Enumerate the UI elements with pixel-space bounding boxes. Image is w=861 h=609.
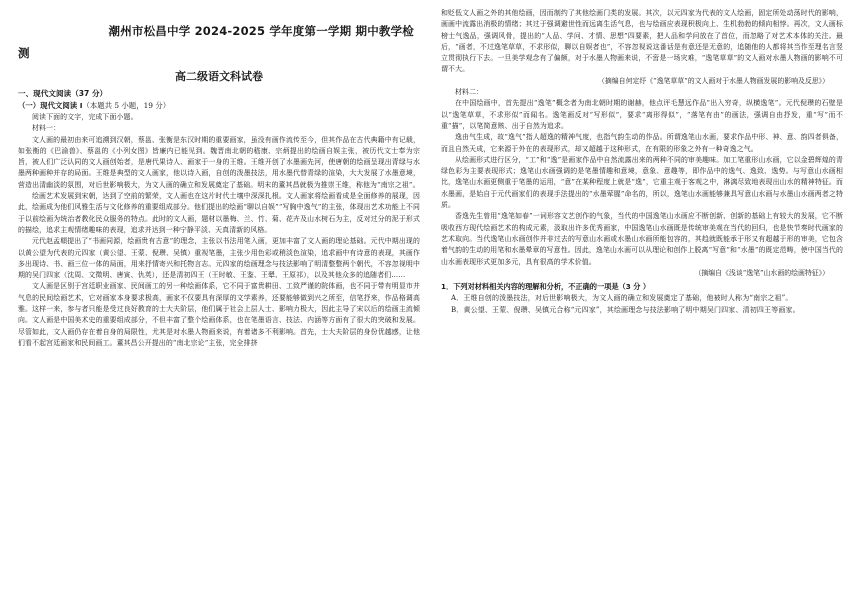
question-1-option-b: B．黄公望、王蒙、倪瓒、吴镇元合称“元四家”，其绘画理念与技法影响了明中期吴门四家、清初四王等画家。 <box>451 305 800 314</box>
paragraph: 文人画是区别于宫廷职业画家、民间画工的另一种绘画体系，它不同于富贵耕田、工致严谨的院体画，也不同于带有明显市井气息的民间绘画艺术，它对画家本身要求极高，画家不仅要具有深厚的文学素养，还要能够做到兴之所至，信笔抒来，作品格调高雅。这样一来，参与者只能是受过良好教育的士大夫阶层，他们属于社会上层人士、影响力极大，因此主导了宋以后的绘画主流倾向。文人画是中国美术史的重要组成部分，不但丰富了整个绘画体系，也在笔墨语言、技法、内涵等方面有了很大的突破和发展。尽管如此，文人画仍存在着自身的局限性，尤其是对水墨人物画来说，有着诸多不利影响。首先，士大夫阶层的身份优越感，让他们看不起宫廷画家和民间画工。董其昌公开提出的“南北宗论”主张，完全排挤 <box>18 282 420 347</box>
material2-label: 材料二： <box>455 88 484 97</box>
subsection-heading <box>18 100 420 112</box>
source-citation-2: （摘编自《浅谈“逸笔”山水画的绘画特征》） <box>694 268 829 277</box>
paragraph: 文人画的最初由来可追溯到汉朝，蔡邕、张衡是东汉时期的重要画家，虽没有画作流传至今，但其作品在古代典籍中有记载，如张衡的《巴渝兽》、蔡邕的《小列女图》皆廉内已能见到。魏晋南北朝的嵇康、宗炳提出的绘画自娱主张，被历代文士奉为宗旨，被人们广泛认同的文人画创始者，是唐代果诗人、画家于一身的王维。王维开创了水墨画先河，使唐朝的绘画呈现出青绿与水墨两种画种并存的局面。王维是典型的文人画家，他以诗入画，自创的泼墨技法，用水墨代替青绿的渲染，大大发展了水墨意境，营造出清幽淡的氛围，对后世影响极大，为文人画的确立和发展奠定了基础。明末的董其昌就极为推崇王维，称他为“南宗之祖”。 <box>18 135 420 189</box>
right-column <box>441 8 843 316</box>
paragraph: 元代赵孟頫提出了“书画同源，绘画贵有古意”的理念，主张以书法用笔入画，更加丰富了文人画的理论基础。元代中期出现的以黄公望为代表的元四家（黄公望、王蒙、倪瓒、吴镇）重视笔墨，主张少用色彩或稍淡色渲染，追求画中有诗意的表现，其画作多出现诗、书、画三位一体的局面，用来抒情寄兴和托物言志。元四家的绘画理念与技法影响了明清整整两个朝代，不容忽视明中期的吴门四家（沈周、文徵明、唐寅、仇英），还是清初四王（王时敏、王鉴、王翚、王原祁），以及其他众多的追随者们…… <box>18 237 420 280</box>
paragraph: 逸由气生成，故“逸气”指人超逸的精神气度，也指气韵生动的作品。所谓逸笔山水画，要求作品中形、神、意、韵四者俱备，而且自然天成，它来源于外在的表现形式，却又超越于这种形式，在有限的形象之外有一种奇逸之气。 <box>441 133 843 153</box>
instruction-text: 阅读下面的文字，完成下面小题。 <box>32 113 138 121</box>
exam-title-line2: 测 <box>18 46 30 60</box>
paragraph: 香逸先生曾用“逸笔如春”一词形容文艺创作的气象，当代的中国逸笔山水画应不断创新、创新的基础上有较大的发展，它不断吸收西方现代绘画艺术的构成元素，汲取出许多优秀画家，中国逸笔山水画既是传统审美观在当代的回归，也是快节奏时代画家的艺术取向。当代逸笔山水画创作并非过去的写意山水画或水墨山水画所能包容的，其趋就既能承于形又有超越于形的审美，它包含着气韵的生动的用笔和水墨晕章的写意性。因此，逸笔山水画可以从理论和创作上脱离“写意”和“水墨”的既定范畴，使中国当代的山水画表现形式更加多元，具有很高的学术价值。 <box>441 212 843 266</box>
exam-title-line1: 潮州市松昌中学 2024-2025 学年度第一学期 期中教学检 <box>108 24 414 38</box>
subsection-note: （本题共 5 小题，19 分） <box>82 101 171 110</box>
subsection-title: （一）现代文阅读 I <box>18 101 83 110</box>
paragraph: 在中国绘画中，首先提出“逸笔”概念者为南北朝时期的谢赫，他点评毛慧远作品“出入穷奇，纵横逸笔”。元代倪瓒的石壁是以“逸笔草草，不求形似”而闻名。逸笔画反对“写形似”，要求“离形得似”，“落笔有由”的画法，强调自由抒发，重“写”而不重“描”，以笔简意赅、出于自然为追求。 <box>441 99 843 130</box>
paragraph: 绘画艺术发展到宋朝，达到了空前的繁荣，文人画也在这片时代土壤中深深扎根。文人画家将绘画看成是全面修养的展现，因此，绘画成为他们风雅生活与文化修养的重要组成部分。他们提出的绘画“聊以自娱”“写胸中逸气”的主张，体现出艺术功能上不同于以前绘画为统治者教化民众服务的特点。此时的文人画，题材以墨梅、兰、竹、菊、花卉及山水树石为主，反对过分的泥于形式的描绘，追求主观情绪趣味的表现，追求并达到一种宁静平淡、天真清新的风格。 <box>18 192 420 234</box>
paragraph: 从绘画形式进行区分，“工”和“逸”是画家作品中自然流露出来的两种不同的审美趣味。加工笔重形山水画，它以金碧辉煌的青绿色彩为主要表现形式；逸笔山水画强调的是笔墨情趣和意境，意象、意趣等，即作品中的逸气、逸致、逸势。与写意山水画相比，逸笔山水画更侧重于笔墨的运用，“意”在某种程度上就是“逸”，它重主观于客观之中，淋漓尽致地表现出山水的精神特征。而水墨画，是始自于元代画家们的表现手法提出的“水墨荤腥”命名的，所以，逸笔山水画能够兼具写意山水画与水墨山水画两者之特质。 <box>441 155 843 210</box>
left-column <box>18 8 420 349</box>
source-citation-1: （摘编自何定纾《“逸笔草草”的文人画对于水墨人物画发展的影响及反思》） <box>598 76 829 85</box>
material1-label: 材料一： <box>32 124 61 133</box>
paragraph: 和贬低文人画之外的其他绘画，因而制约了其他绘画门类的发展。其次，以元四家为代表的文人绘画，固定所处动荡时代的影响，画画中流露出消极的情绪；其过于强调避世性而远离生活气息，也与绘画应表现积极向上、生机勃勃的倾向相悖。再次，文人画标榜士气逸品，强调风骨，提出的“人品、学问、才情、思想”四要素，把人品和学问放在了首位，而忽略了对艺术本体的关注。最后，“画者，不过逸笔草草，不求形似，聊以自娱者也”，不容忽视说这番话是有意还是无意的，追随他的人都将其当作至理名言竖立贯彻执行下去。一旦美学观念有了偏颇，对于水墨人物画来说，不啻是一场灾难，“逸笔草草”的文人画对水墨人物画的影响不可谓不大。 <box>441 9 843 74</box>
section-heading: 一、现代文阅读（37 分） <box>18 89 108 98</box>
exam-subtitle: 高二级语文科试卷 <box>175 70 263 83</box>
exam-title <box>18 22 420 62</box>
question-1-stem: 1．下列对材料相关内容的理解和分析，不正确的一项是（3 分 ） <box>441 282 651 292</box>
question-1-option-a: A．王维自创的泼墨技法，对后世影响极大，为文人画的确立和发展奠定了基础，他被时人称为“南宗之祖”。 <box>451 294 793 303</box>
